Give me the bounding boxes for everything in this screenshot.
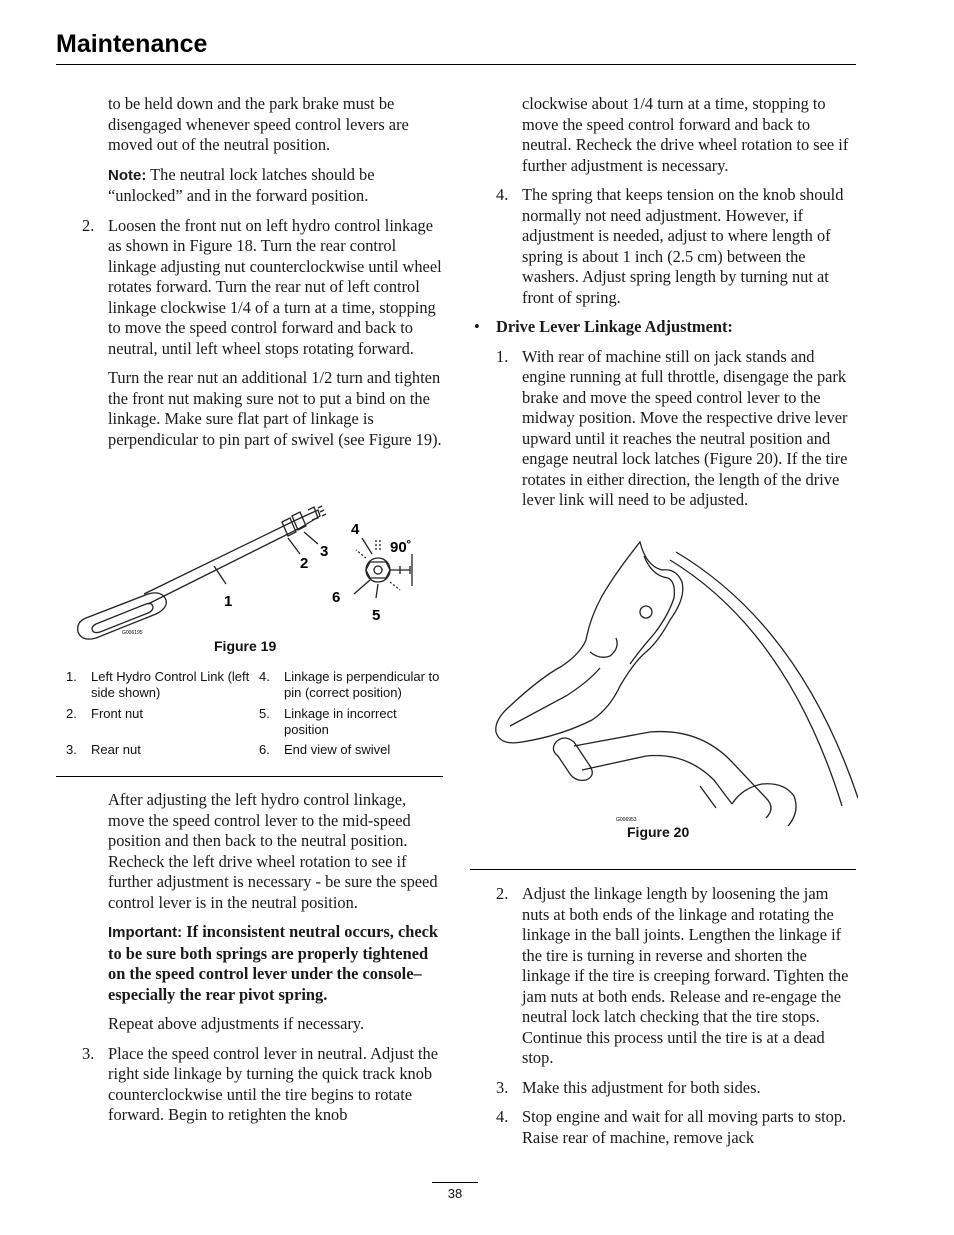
- figure-20: [470, 536, 858, 872]
- page-number-rule: [432, 1182, 478, 1183]
- important-text: If inconsistent neutral occurs, check to be sure both springs are properly tightened on the speed control lever under the console–especially the rear pivot spring.: [108, 922, 439, 1004]
- figure-19-drawing: [56, 498, 446, 648]
- note-text: The neutral lock latches should be “unlocked” and in the forward position.: [108, 164, 375, 205]
- step-2-number: 2.: [82, 215, 95, 235]
- page-number: 38: [447, 1186, 463, 1201]
- note-label: Note:: [108, 166, 147, 184]
- continued-step: clockwise about 1/4 turn at a time, stopping to move the speed control forward and back to neutral. Recheck the drive wheel rotation to see if further adjustment is necessary.: [522, 94, 849, 175]
- repeat-paragraph: Repeat above adjustments if necessary.: [108, 1014, 365, 1033]
- left-column-bottom: [82, 790, 446, 1126]
- figure-19-caption: Figure 19: [214, 638, 277, 654]
- right-column-top: [474, 94, 858, 511]
- step-4: [496, 185, 858, 308]
- callout-6: 6: [332, 589, 341, 606]
- bullet: •: [474, 317, 480, 336]
- step-2: [82, 216, 446, 451]
- drive-lever-heading: [474, 317, 858, 338]
- callout-4: 4: [351, 521, 360, 538]
- continued-paragraph: to be held down and the park brake must be disengaged whenever speed control levers are moved out of the neutral position.: [108, 94, 409, 154]
- drive-step-4-text: Stop engine and wait for all moving parts to stop. Raise rear of machine, remove jack: [522, 1107, 847, 1147]
- important-note: [108, 922, 446, 1005]
- figure-20-drawing: [470, 536, 858, 826]
- drive-step-3: [496, 1078, 858, 1099]
- bullet-heading: Drive Lever Linkage Adjustment:: [496, 317, 733, 336]
- right-column-bottom: [496, 884, 858, 1148]
- step-2-text: Loosen the front nut on left hydro control linkage as shown in Figure 18. Turn the rear control linkage adjusting nut counterclockwise until wheel rotates forward. Turn the rear nut of left control linkage clockwise 1/4 of a turn at a time, stopping to move the speed control forward and back to neutral, until left wheel stops rotating forward.: [108, 215, 442, 358]
- figure-19-rule: [56, 776, 443, 777]
- step-2-para2: Turn the rear nut an additional 1/2 turn and tighten the front nut making sure not to put a bind on the linkage. Make sure flat part of linkage is perpendicular to pin part of swivel (see Figure 19).: [108, 368, 442, 449]
- figure-20-caption: Figure 20: [627, 824, 690, 840]
- callout-2: 2: [300, 555, 309, 572]
- figure-20-code: G006953: [616, 817, 637, 823]
- drive-step-4-number: 4.: [496, 1107, 509, 1126]
- callout-1: 1: [224, 593, 233, 610]
- drive-step-3-number: 3.: [496, 1077, 509, 1097]
- drive-step-2-text: Adjust the linkage length by loosening the jam nuts at both ends of the linkage and rotating the linkage in the ball joints. Lengthen the linkage if the tire is turning in reverse and shorten the linkage if the tire is creeping forward. Tighten the jam nuts at both ends. Release and re-engage the neutral lock latch checking that the tire stops. Continue this process until the tire is at a dead stop.: [522, 884, 849, 1067]
- drive-step-1-number: 1.: [496, 346, 509, 366]
- angle-label: 90˚: [390, 539, 412, 556]
- step-3-number: 3.: [82, 1043, 95, 1063]
- figure-19-code: G006195: [122, 630, 143, 636]
- figure-19: 1 2 3 4 5 6 90˚ G006195 Figure 19 1. Left Hydro Control Link (left side shown) 2. Front nut 3. Rear nut 4. Linkage is perpendicular to pin (correct position) 5. Linkage in incorrect position 6. End view of swivel: [56, 498, 446, 778]
- callout-3: 3: [320, 543, 329, 560]
- drive-step-4: [496, 1107, 858, 1148]
- section-title: Maintenance: [56, 30, 208, 58]
- after-adjust-paragraph: After adjusting the left hydro control linkage, move the speed control lever to the mid-speed position and then back to the neutral position. Recheck the left drive wheel rotation to see if further adjustment is necessary - be sure the speed control lever is in the neutral position.: [108, 790, 438, 912]
- drive-step-2-number: 2.: [496, 884, 509, 903]
- drive-step-1-text: With rear of machine still on jack stands and engine running at full throttle, disengage the park brake and move the speed control lever to the midway position. Move the respective drive lever upward until it reaches the neutral position and engage neutral lock latches (Figure 20). If the tire rotates in either direction, the length of the drive lever link will need to be adjusted.: [522, 346, 848, 509]
- step-3-text: Place the speed control lever in neutral. Adjust the right side linkage by turning the quick track knob counterclockwise until the tire begins to rotate forward. Begin to retighten the knob: [108, 1043, 438, 1124]
- step-3: [82, 1044, 446, 1126]
- note: [108, 165, 446, 207]
- callout-5: 5: [372, 607, 381, 624]
- drive-step-2: [496, 884, 858, 1069]
- important-label: Important:: [108, 924, 183, 941]
- left-column-top: [82, 94, 446, 450]
- step-4-text: The spring that keeps tension on the knob should normally not need adjustment. However, if adjustment is needed, adjust to where length of spring is about 1 inch (2.5 cm) between the washers. Adjust spring length by turning nut at front of spring.: [522, 185, 844, 307]
- title-rule: [56, 64, 856, 65]
- drive-step-1: [496, 347, 858, 511]
- step-4-number: 4.: [496, 185, 509, 204]
- drive-step-3-text: Make this adjustment for both sides.: [522, 1077, 761, 1097]
- figure-20-rule: [470, 869, 856, 870]
